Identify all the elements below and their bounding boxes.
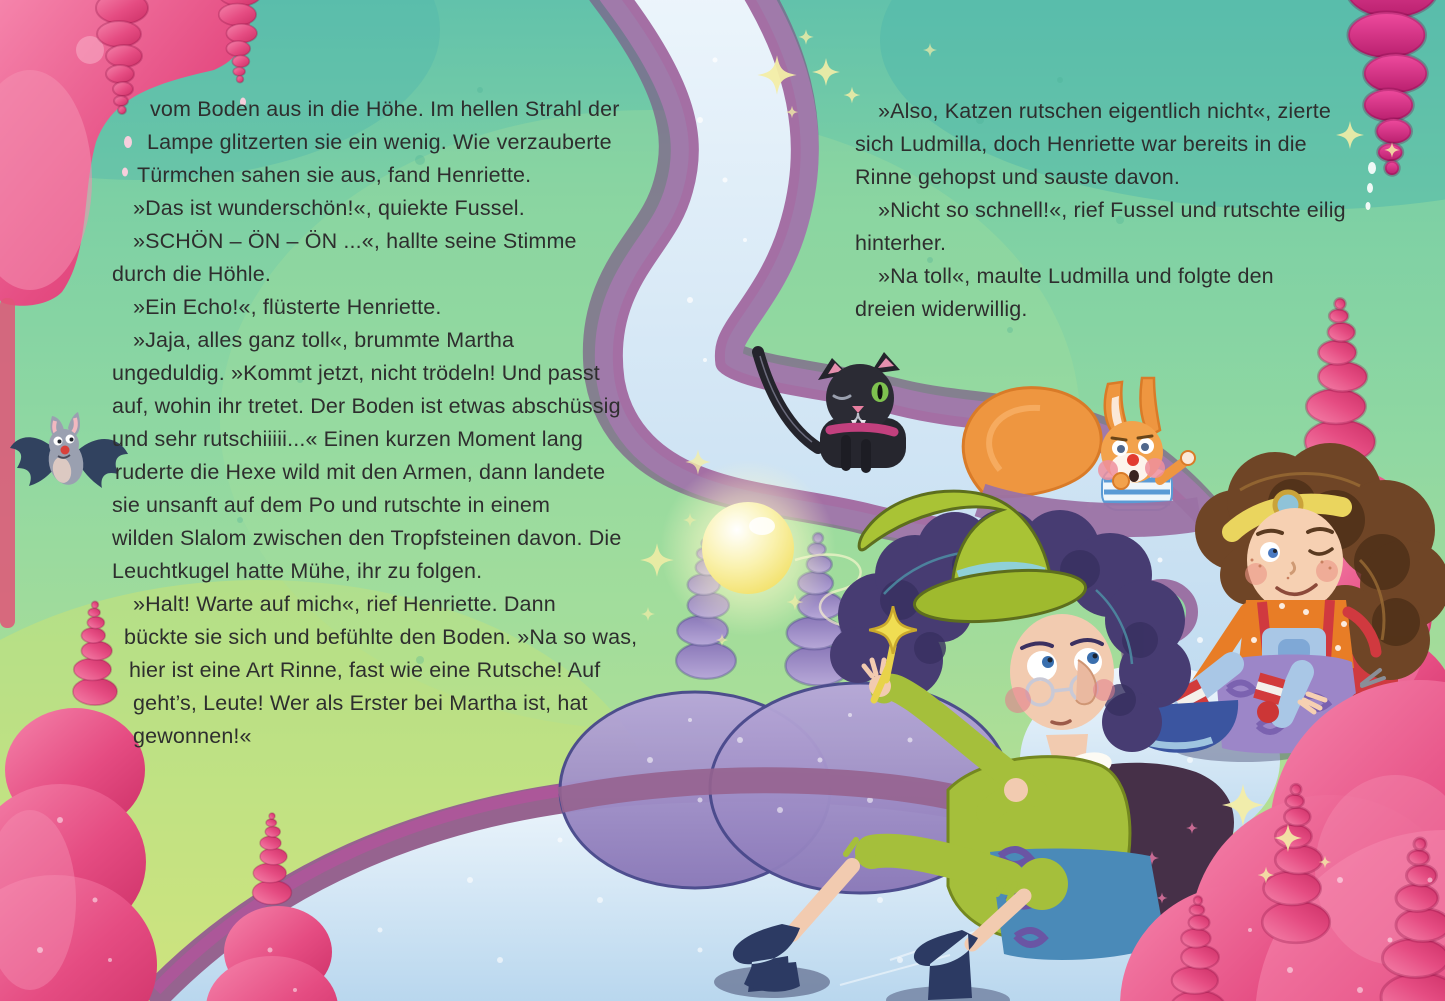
story-line: sich Ludmilla, doch Henriette war bereits in die	[855, 132, 1307, 156]
story-line: Leuchtkugel hatte Mühe, ihr zu folgen.	[112, 559, 483, 583]
girl-face	[1247, 508, 1343, 612]
story-line: sie unsanft auf dem Po und rutschte in einem	[112, 493, 551, 517]
story-line: hinterher.	[855, 231, 947, 255]
story-line: gewonnen!«	[133, 724, 252, 748]
story-line: und sehr rutschiiiii...« Einen kurzen Moment lang	[112, 427, 584, 451]
story-line: »Jaja, alles ganz toll«, brummte Martha	[133, 328, 515, 352]
story-line: »Nicht so schnell!«, rief Fussel und rutschte eilig	[878, 198, 1346, 222]
story-line: »Das ist wunderschön!«, quiekte Fussel.	[133, 196, 525, 220]
story-line: »SCHÖN – ÖN – ÖN ...«, hallte seine Stimme	[133, 229, 577, 253]
story-line: Türmchen sahen sie aus, fand Henriette.	[137, 163, 532, 187]
story-line: »Halt! Warte auf mich«, rief Henriette. Dann	[133, 592, 556, 616]
story-line: auf, wohin ihr tretet. Der Boden ist etwas abschüssig	[112, 394, 621, 418]
story-line: vom Boden aus in die Höhe. Im hellen Strahl der	[150, 97, 620, 121]
story-line: durch die Höhle.	[112, 262, 271, 286]
red-shoe	[1257, 701, 1279, 723]
story-line: bückte sie sich und befühlte den Boden. »Na so was,	[124, 625, 638, 649]
story-line: geht’s, Leute! Wer als Erster bei Martha ist, hat	[133, 691, 588, 715]
story-line: »Ein Echo!«, flüsterte Henriette.	[133, 295, 442, 319]
story-line: dreien widerwillig.	[855, 297, 1028, 321]
witch-face	[1010, 614, 1114, 730]
story-line: ruderte die Hexe wild mit den Armen, dann landete	[115, 460, 606, 484]
story-line: Lampe glitzerten sie ein wenig. Wie verzauberte	[147, 130, 612, 154]
story-line: Rinne gehopst und sauste davon.	[855, 165, 1180, 189]
story-line: ungeduldig. »Kommt jetzt, nicht trödeln! Und passt	[112, 361, 600, 385]
story-line: »Na toll«, maulte Ludmilla und folgte den	[878, 264, 1274, 288]
story-line: hier ist eine Art Rinne, fast wie eine Rutsche! Auf	[129, 658, 601, 682]
story-line: »Also, Katzen rutschen eigentlich nicht«, zierte	[878, 99, 1331, 123]
story-line: wilden Slalom zwischen den Tropfsteinen davon. Die	[112, 526, 622, 550]
